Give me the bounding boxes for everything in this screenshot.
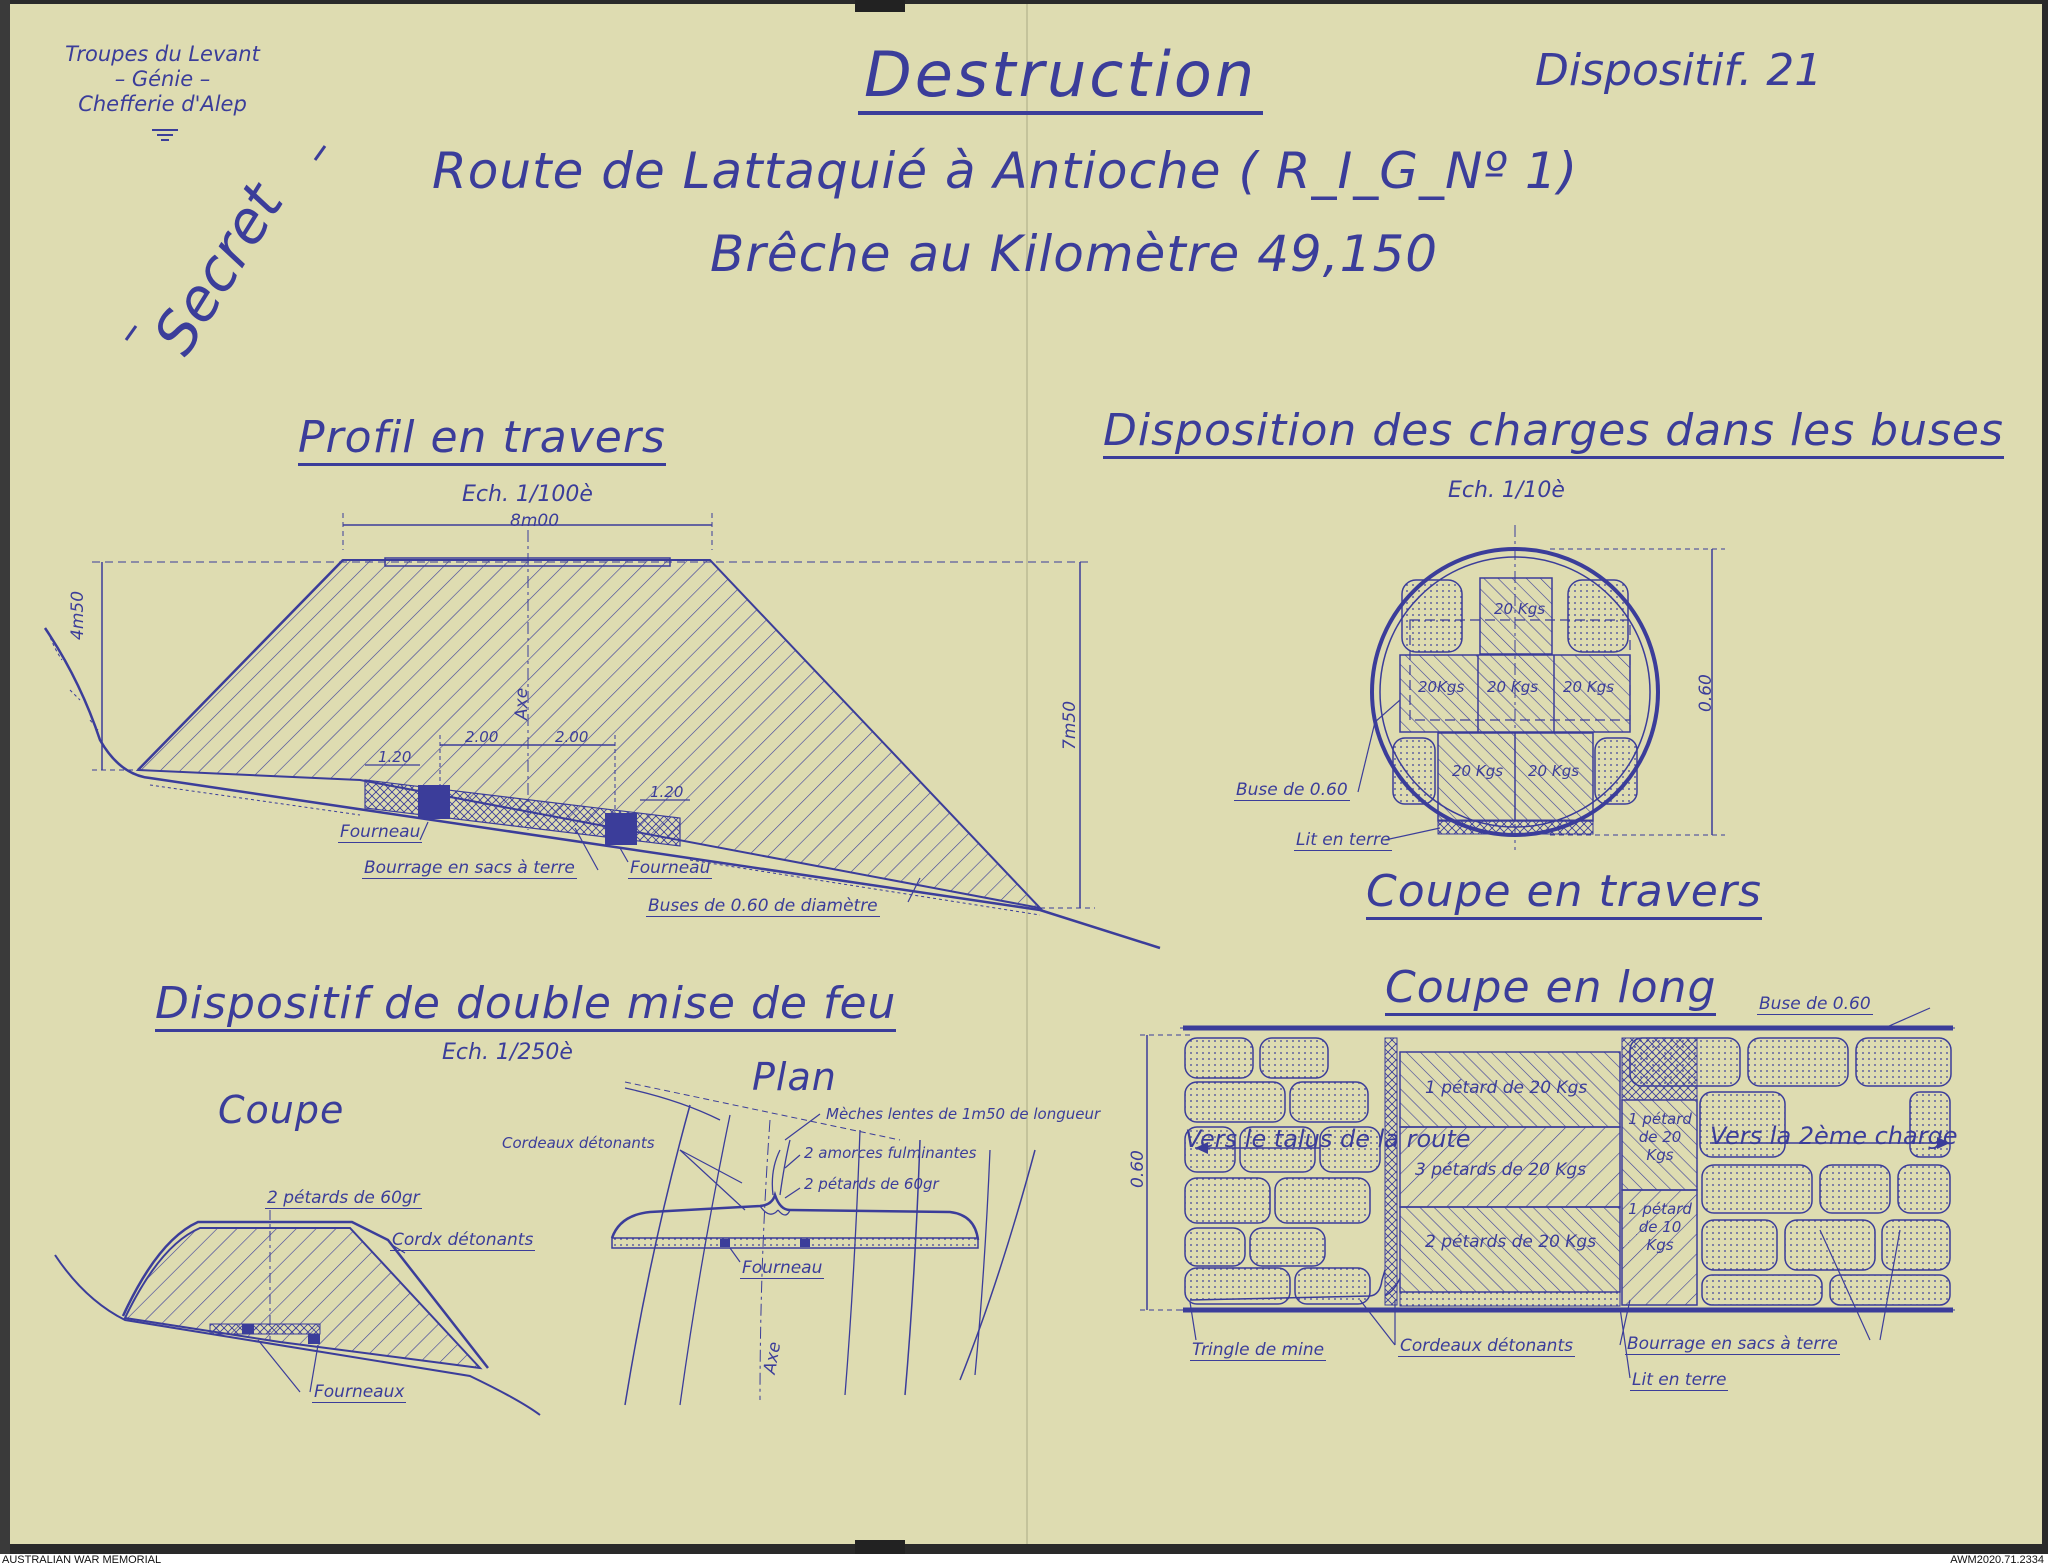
org-line-1: Troupes du Levant bbox=[65, 42, 260, 66]
long-left-text: Vers le talus de la route bbox=[1185, 1125, 1471, 1153]
profil-label-buses: Buses de 0.60 de diamètre bbox=[648, 896, 878, 916]
profil-scale: Ech. 1/100è bbox=[462, 482, 593, 507]
double-label-fourneau: Fourneau bbox=[742, 1258, 823, 1278]
long-label-buse: Buse de 0.60 bbox=[1759, 994, 1871, 1014]
archive-id: AWM2020.71.2334 bbox=[1950, 1554, 2044, 1566]
double-label-petards: 2 pétards de 60gr bbox=[267, 1188, 420, 1208]
disposition-title: Disposition des charges dans les buses bbox=[1103, 405, 2004, 459]
profil-label-fourneau-2: Fourneau bbox=[630, 858, 711, 878]
long-label-lit: Lit en terre bbox=[1632, 1370, 1727, 1390]
long-title: Coupe en long bbox=[1385, 962, 1716, 1016]
profil-label-bourrage: Bourrage en sacs à terre bbox=[364, 858, 575, 878]
long-petard-5: 1 pétard de 10 Kgs bbox=[1628, 1200, 1692, 1254]
profil-height-right: 7m50 bbox=[1060, 700, 1080, 750]
archive-caption-bar bbox=[0, 1554, 2048, 1568]
long-label-cordeaux: Cordeaux détonants bbox=[1400, 1336, 1573, 1356]
long-label-bourrage: Bourrage en sacs à terre bbox=[1627, 1334, 1838, 1354]
charge-bot-1: 20 Kgs bbox=[1452, 762, 1504, 780]
double-label-petards-b: 2 pétards de 60gr bbox=[804, 1175, 939, 1193]
coupe-travers-title: Coupe en travers bbox=[1366, 866, 1762, 920]
org-line-3: Chefferie d'Alep bbox=[78, 92, 247, 116]
double-coupe-label: Coupe bbox=[218, 1088, 345, 1132]
double-scale: Ech. 1/250è bbox=[442, 1040, 573, 1065]
profil-height-left: 4m50 bbox=[68, 590, 88, 640]
charge-mid-1: 20Kgs bbox=[1418, 678, 1465, 696]
disposition-label-buse: Buse de 0.60 bbox=[1236, 780, 1348, 800]
long-right-text: Vers la 2ème charge bbox=[1710, 1122, 1958, 1150]
double-label-fourneaux: Fourneaux bbox=[314, 1382, 405, 1402]
page-title: Destruction bbox=[858, 38, 1263, 115]
secret-stamp: Secret bbox=[140, 171, 297, 367]
subtitle-breche: Brêche au Kilomètre 49,150 bbox=[710, 225, 1439, 283]
long-dim: 0.60 bbox=[1128, 1150, 1148, 1188]
dispositif-number: Dispositif. 21 bbox=[1535, 45, 1823, 96]
charge-top: 20 Kgs bbox=[1494, 600, 1546, 618]
long-label-tringle: Tringle de mine bbox=[1192, 1340, 1325, 1360]
double-title: Dispositif de double mise de feu bbox=[155, 978, 896, 1032]
profil-dim-120b: 1.20 bbox=[650, 783, 684, 801]
disposition-dim: 0.60 bbox=[1696, 674, 1716, 712]
profil-dim-200b: 2.00 bbox=[555, 728, 589, 746]
long-stones-left bbox=[1185, 1038, 1380, 1304]
long-petard-4: 1 pétard de 20 Kgs bbox=[1628, 1110, 1692, 1164]
double-label-cordx: Cordx détonants bbox=[392, 1230, 534, 1250]
charge-bot-2: 20 Kgs bbox=[1528, 762, 1580, 780]
profil-axis-label: Axe bbox=[512, 687, 532, 720]
charge-mid-3: 20 Kgs bbox=[1563, 678, 1615, 696]
double-label-amorces: 2 amorces fulminantes bbox=[804, 1144, 977, 1162]
double-plan-label: Plan bbox=[752, 1055, 837, 1099]
subtitle-route: Route de Lattaquié à Antioche ( R_I_G_Nº 1) bbox=[432, 142, 1579, 200]
profil-width-label: 8m00 bbox=[510, 511, 560, 531]
double-axis-label: Axe bbox=[760, 1340, 786, 1376]
disposition-scale: Ech. 1/10è bbox=[1448, 478, 1565, 503]
profil-title: Profil en travers bbox=[298, 412, 666, 466]
long-petard-1: 1 pétard de 20 Kgs bbox=[1425, 1078, 1588, 1098]
long-petard-2: 3 pétards de 20 Kgs bbox=[1415, 1160, 1587, 1180]
archive-name: AUSTRALIAN WAR MEMORIAL bbox=[2, 1554, 162, 1566]
profil-dim-200a: 2.00 bbox=[465, 728, 499, 746]
double-label-cordeaux: Cordeaux détonants bbox=[502, 1134, 655, 1152]
org-line-2: – Génie – bbox=[114, 67, 211, 91]
long-petard-3: 2 pétards de 20 Kgs bbox=[1425, 1232, 1597, 1252]
profil-dim-120a: 1.20 bbox=[378, 748, 412, 766]
double-label-meches: Mèches lentes de 1m50 de longueur bbox=[826, 1105, 1101, 1123]
charge-mid-2: 20 Kgs bbox=[1487, 678, 1539, 696]
profil-label-fourneau-1: Fourneau bbox=[340, 822, 421, 842]
disposition-label-lit: Lit en terre bbox=[1296, 830, 1391, 850]
